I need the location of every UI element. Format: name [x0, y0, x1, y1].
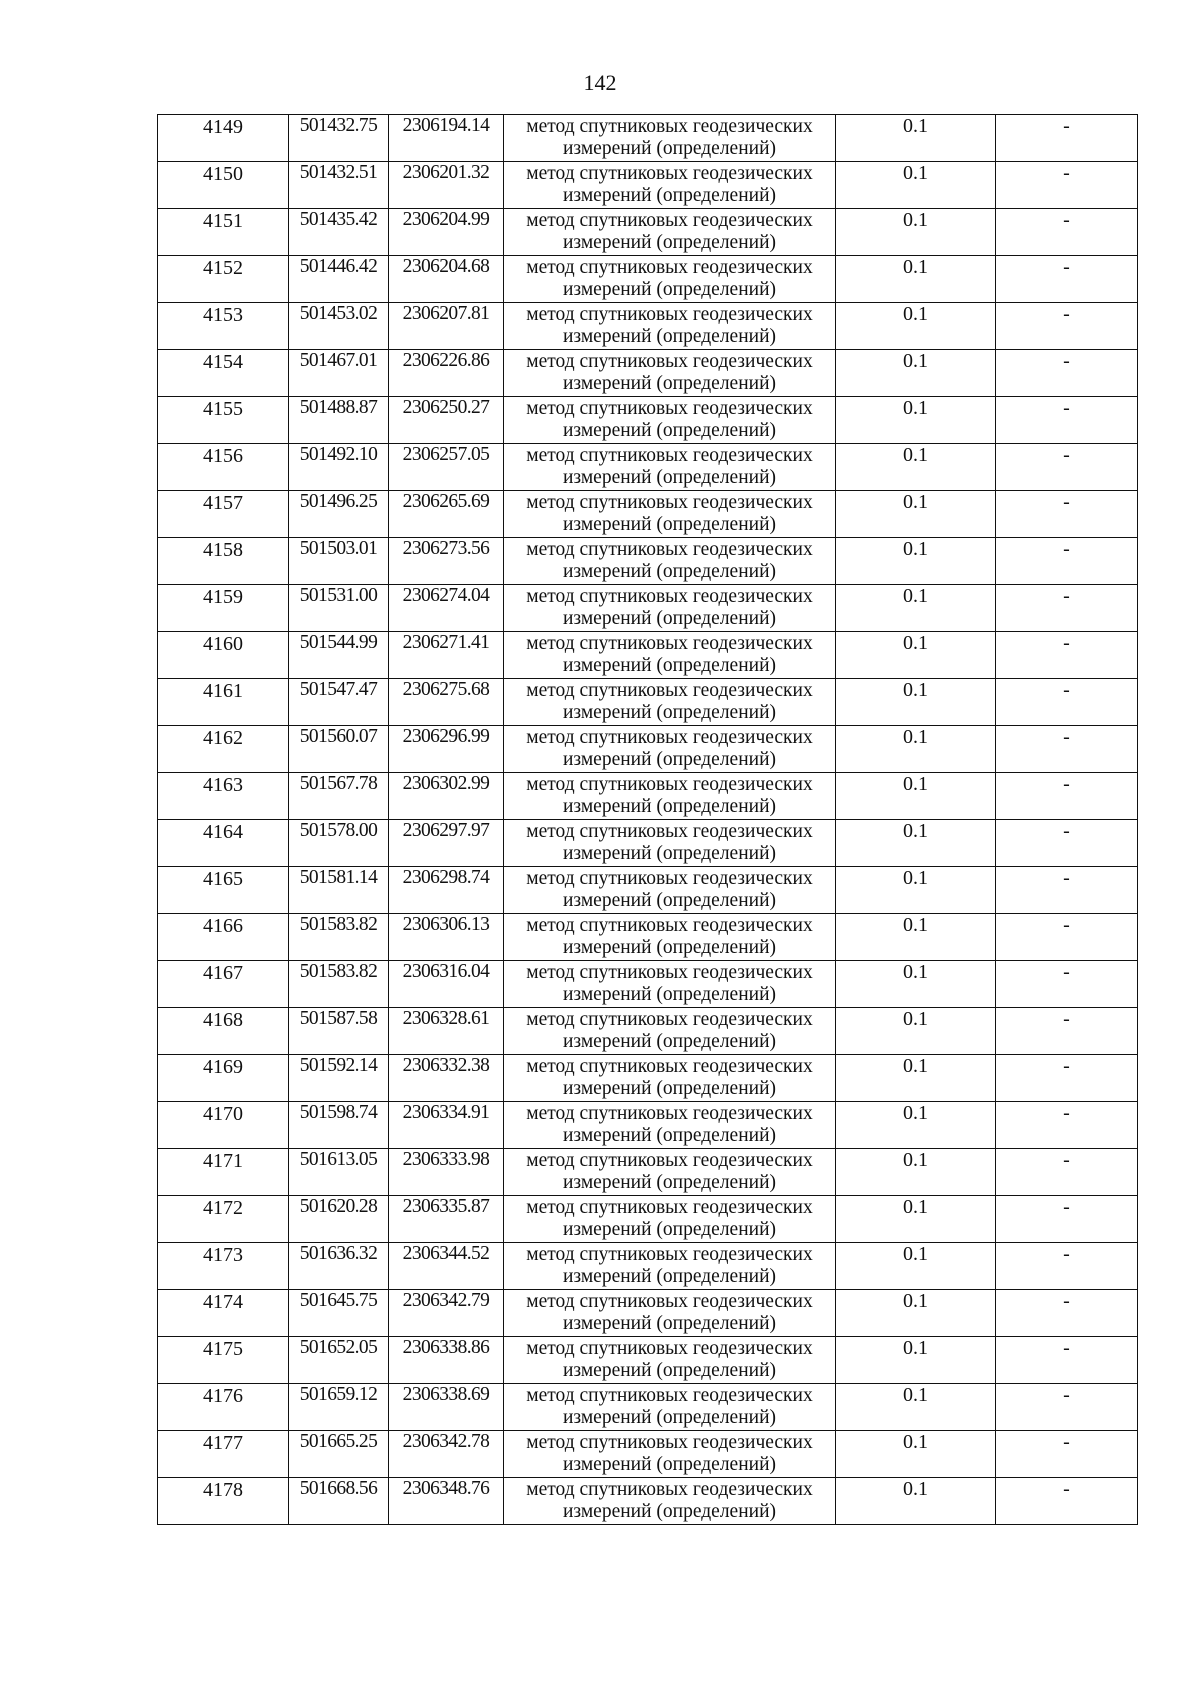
cell-point-number: 4169	[158, 1055, 289, 1102]
cell-note: -	[996, 350, 1138, 397]
cell-note: -	[996, 726, 1138, 773]
cell-method: метод спутниковых геодезических измерений (определений)	[504, 1478, 836, 1525]
table-row	[158, 209, 1138, 256]
cell-accuracy: 0.1	[836, 1384, 996, 1431]
cell-x-coordinate: 501496.25	[289, 491, 389, 538]
table-row	[158, 397, 1138, 444]
cell-method: метод спутниковых геодезических измерений (определений)	[504, 350, 836, 397]
cell-accuracy: 0.1	[836, 350, 996, 397]
cell-x-coordinate: 501587.58	[289, 1008, 389, 1055]
cell-accuracy: 0.1	[836, 961, 996, 1008]
cell-note: -	[996, 1290, 1138, 1337]
coordinates-table-body	[158, 115, 1138, 1525]
cell-x-coordinate: 501432.51	[289, 162, 389, 209]
cell-method: метод спутниковых геодезических измерений (определений)	[504, 679, 836, 726]
table-row	[158, 914, 1138, 961]
cell-y-coordinate: 2306328.61	[389, 1008, 504, 1055]
cell-x-coordinate: 501531.00	[289, 585, 389, 632]
cell-y-coordinate: 2306348.76	[389, 1478, 504, 1525]
cell-y-coordinate: 2306226.86	[389, 350, 504, 397]
cell-y-coordinate: 2306332.38	[389, 1055, 504, 1102]
cell-point-number: 4172	[158, 1196, 289, 1243]
cell-x-coordinate: 501665.25	[289, 1431, 389, 1478]
cell-accuracy: 0.1	[836, 820, 996, 867]
table-row	[158, 1431, 1138, 1478]
cell-x-coordinate: 501547.47	[289, 679, 389, 726]
cell-accuracy: 0.1	[836, 726, 996, 773]
cell-point-number: 4176	[158, 1384, 289, 1431]
cell-point-number: 4162	[158, 726, 289, 773]
cell-point-number: 4152	[158, 256, 289, 303]
cell-accuracy: 0.1	[836, 1196, 996, 1243]
cell-point-number: 4161	[158, 679, 289, 726]
cell-x-coordinate: 501488.87	[289, 397, 389, 444]
cell-point-number: 4165	[158, 867, 289, 914]
cell-x-coordinate: 501578.00	[289, 820, 389, 867]
cell-x-coordinate: 501453.02	[289, 303, 389, 350]
table-row	[158, 1243, 1138, 1290]
cell-y-coordinate: 2306298.74	[389, 867, 504, 914]
cell-accuracy: 0.1	[836, 1149, 996, 1196]
cell-method: метод спутниковых геодезических измерений (определений)	[504, 585, 836, 632]
cell-x-coordinate: 501636.32	[289, 1243, 389, 1290]
cell-method: метод спутниковых геодезических измерений (определений)	[504, 632, 836, 679]
cell-note: -	[996, 679, 1138, 726]
cell-x-coordinate: 501446.42	[289, 256, 389, 303]
cell-note: -	[996, 1243, 1138, 1290]
cell-method: метод спутниковых геодезических измерений (определений)	[504, 1008, 836, 1055]
cell-method: метод спутниковых геодезических измерений (определений)	[504, 444, 836, 491]
cell-point-number: 4178	[158, 1478, 289, 1525]
cell-accuracy: 0.1	[836, 1478, 996, 1525]
cell-point-number: 4151	[158, 209, 289, 256]
cell-method: метод спутниковых геодезических измерений (определений)	[504, 914, 836, 961]
cell-accuracy: 0.1	[836, 1431, 996, 1478]
cell-x-coordinate: 501620.28	[289, 1196, 389, 1243]
cell-accuracy: 0.1	[836, 1055, 996, 1102]
cell-note: -	[996, 773, 1138, 820]
cell-accuracy: 0.1	[836, 444, 996, 491]
cell-method: метод спутниковых геодезических измерений (определений)	[504, 1384, 836, 1431]
cell-accuracy: 0.1	[836, 1290, 996, 1337]
table-row	[158, 773, 1138, 820]
cell-point-number: 4174	[158, 1290, 289, 1337]
cell-point-number: 4160	[158, 632, 289, 679]
cell-y-coordinate: 2306302.99	[389, 773, 504, 820]
cell-point-number: 4173	[158, 1243, 289, 1290]
cell-note: -	[996, 1102, 1138, 1149]
cell-point-number: 4171	[158, 1149, 289, 1196]
cell-x-coordinate: 501592.14	[289, 1055, 389, 1102]
cell-method: метод спутниковых геодезических измерений (определений)	[504, 1149, 836, 1196]
cell-note: -	[996, 209, 1138, 256]
cell-y-coordinate: 2306194.14	[389, 115, 504, 162]
table-row	[158, 256, 1138, 303]
cell-accuracy: 0.1	[836, 303, 996, 350]
table-row	[158, 1055, 1138, 1102]
cell-accuracy: 0.1	[836, 162, 996, 209]
table-row	[158, 632, 1138, 679]
cell-method: метод спутниковых геодезических измерений (определений)	[504, 773, 836, 820]
cell-note: -	[996, 1055, 1138, 1102]
cell-x-coordinate: 501645.75	[289, 1290, 389, 1337]
cell-x-coordinate: 501668.56	[289, 1478, 389, 1525]
cell-accuracy: 0.1	[836, 1102, 996, 1149]
cell-y-coordinate: 2306338.69	[389, 1384, 504, 1431]
cell-point-number: 4164	[158, 820, 289, 867]
cell-point-number: 4149	[158, 115, 289, 162]
cell-point-number: 4175	[158, 1337, 289, 1384]
cell-x-coordinate: 501432.75	[289, 115, 389, 162]
cell-y-coordinate: 2306316.04	[389, 961, 504, 1008]
cell-accuracy: 0.1	[836, 632, 996, 679]
cell-y-coordinate: 2306334.91	[389, 1102, 504, 1149]
cell-accuracy: 0.1	[836, 867, 996, 914]
table-row	[158, 1008, 1138, 1055]
cell-method: метод спутниковых геодезических измерений (определений)	[504, 397, 836, 444]
cell-accuracy: 0.1	[836, 397, 996, 444]
cell-point-number: 4166	[158, 914, 289, 961]
table-row	[158, 303, 1138, 350]
cell-y-coordinate: 2306273.56	[389, 538, 504, 585]
cell-note: -	[996, 1384, 1138, 1431]
cell-x-coordinate: 501544.99	[289, 632, 389, 679]
cell-note: -	[996, 1196, 1138, 1243]
table-row	[158, 538, 1138, 585]
cell-point-number: 4156	[158, 444, 289, 491]
cell-point-number: 4154	[158, 350, 289, 397]
cell-x-coordinate: 501598.74	[289, 1102, 389, 1149]
cell-x-coordinate: 501581.14	[289, 867, 389, 914]
table-row	[158, 115, 1138, 162]
cell-y-coordinate: 2306271.41	[389, 632, 504, 679]
cell-point-number: 4153	[158, 303, 289, 350]
cell-accuracy: 0.1	[836, 1243, 996, 1290]
table-row	[158, 1290, 1138, 1337]
table-row	[158, 444, 1138, 491]
cell-method: метод спутниковых геодезических измерений (определений)	[504, 1055, 836, 1102]
cell-x-coordinate: 501659.12	[289, 1384, 389, 1431]
cell-point-number: 4163	[158, 773, 289, 820]
cell-y-coordinate: 2306201.32	[389, 162, 504, 209]
cell-x-coordinate: 501567.78	[289, 773, 389, 820]
cell-note: -	[996, 961, 1138, 1008]
cell-note: -	[996, 162, 1138, 209]
cell-x-coordinate: 501503.01	[289, 538, 389, 585]
cell-accuracy: 0.1	[836, 256, 996, 303]
cell-y-coordinate: 2306335.87	[389, 1196, 504, 1243]
cell-point-number: 4170	[158, 1102, 289, 1149]
cell-point-number: 4158	[158, 538, 289, 585]
cell-accuracy: 0.1	[836, 538, 996, 585]
cell-note: -	[996, 867, 1138, 914]
cell-note: -	[996, 1008, 1138, 1055]
cell-method: метод спутниковых геодезических измерений (определений)	[504, 961, 836, 1008]
cell-note: -	[996, 585, 1138, 632]
cell-accuracy: 0.1	[836, 914, 996, 961]
cell-y-coordinate: 2306338.86	[389, 1337, 504, 1384]
table-row	[158, 820, 1138, 867]
cell-point-number: 4159	[158, 585, 289, 632]
cell-accuracy: 0.1	[836, 679, 996, 726]
cell-y-coordinate: 2306204.68	[389, 256, 504, 303]
cell-accuracy: 0.1	[836, 209, 996, 256]
cell-method: метод спутниковых геодезических измерений (определений)	[504, 1102, 836, 1149]
cell-y-coordinate: 2306257.05	[389, 444, 504, 491]
cell-method: метод спутниковых геодезических измерений (определений)	[504, 303, 836, 350]
cell-y-coordinate: 2306306.13	[389, 914, 504, 961]
table-row	[158, 679, 1138, 726]
cell-note: -	[996, 914, 1138, 961]
cell-note: -	[996, 256, 1138, 303]
cell-note: -	[996, 491, 1138, 538]
cell-y-coordinate: 2306275.68	[389, 679, 504, 726]
cell-y-coordinate: 2306204.99	[389, 209, 504, 256]
table-row	[158, 1149, 1138, 1196]
cell-y-coordinate: 2306265.69	[389, 491, 504, 538]
cell-note: -	[996, 397, 1138, 444]
cell-y-coordinate: 2306250.27	[389, 397, 504, 444]
cell-method: метод спутниковых геодезических измерений (определений)	[504, 1290, 836, 1337]
cell-note: -	[996, 632, 1138, 679]
cell-method: метод спутниковых геодезических измерений (определений)	[504, 162, 836, 209]
table-row	[158, 162, 1138, 209]
table-row	[158, 350, 1138, 397]
cell-method: метод спутниковых геодезических измерений (определений)	[504, 256, 836, 303]
coordinates-table	[157, 114, 1138, 1525]
cell-point-number: 4167	[158, 961, 289, 1008]
cell-accuracy: 0.1	[836, 585, 996, 632]
table-row	[158, 1384, 1138, 1431]
cell-method: метод спутниковых геодезических измерений (определений)	[504, 1337, 836, 1384]
cell-method: метод спутниковых геодезических измерений (определений)	[504, 209, 836, 256]
cell-x-coordinate: 501583.82	[289, 914, 389, 961]
cell-x-coordinate: 501652.05	[289, 1337, 389, 1384]
cell-point-number: 4150	[158, 162, 289, 209]
cell-method: метод спутниковых геодезических измерений (определений)	[504, 491, 836, 538]
table-row	[158, 1102, 1138, 1149]
cell-y-coordinate: 2306333.98	[389, 1149, 504, 1196]
cell-note: -	[996, 538, 1138, 585]
cell-method: метод спутниковых геодезических измерений (определений)	[504, 867, 836, 914]
cell-note: -	[996, 115, 1138, 162]
cell-x-coordinate: 501467.01	[289, 350, 389, 397]
cell-note: -	[996, 1149, 1138, 1196]
cell-note: -	[996, 1478, 1138, 1525]
cell-method: метод спутниковых геодезических измерений (определений)	[504, 820, 836, 867]
cell-note: -	[996, 1431, 1138, 1478]
cell-accuracy: 0.1	[836, 1337, 996, 1384]
cell-y-coordinate: 2306207.81	[389, 303, 504, 350]
table-row	[158, 726, 1138, 773]
table-row	[158, 1337, 1138, 1384]
cell-x-coordinate: 501492.10	[289, 444, 389, 491]
cell-method: метод спутниковых геодезических измерений (определений)	[504, 115, 836, 162]
cell-accuracy: 0.1	[836, 115, 996, 162]
cell-y-coordinate: 2306296.99	[389, 726, 504, 773]
cell-y-coordinate: 2306297.97	[389, 820, 504, 867]
cell-point-number: 4177	[158, 1431, 289, 1478]
cell-y-coordinate: 2306344.52	[389, 1243, 504, 1290]
cell-x-coordinate: 501435.42	[289, 209, 389, 256]
cell-y-coordinate: 2306342.79	[389, 1290, 504, 1337]
page-number: 142	[583, 70, 617, 95]
cell-note: -	[996, 303, 1138, 350]
cell-method: метод спутниковых геодезических измерений (определений)	[504, 726, 836, 773]
table-row	[158, 961, 1138, 1008]
cell-method: метод спутниковых геодезических измерений (определений)	[504, 1431, 836, 1478]
cell-accuracy: 0.1	[836, 1008, 996, 1055]
cell-y-coordinate: 2306342.78	[389, 1431, 504, 1478]
table-row	[158, 585, 1138, 632]
cell-x-coordinate: 501613.05	[289, 1149, 389, 1196]
cell-x-coordinate: 501560.07	[289, 726, 389, 773]
table-row	[158, 867, 1138, 914]
table-row	[158, 1478, 1138, 1525]
cell-point-number: 4157	[158, 491, 289, 538]
cell-accuracy: 0.1	[836, 773, 996, 820]
cell-point-number: 4155	[158, 397, 289, 444]
cell-method: метод спутниковых геодезических измерений (определений)	[504, 1196, 836, 1243]
table-row	[158, 1196, 1138, 1243]
cell-note: -	[996, 1337, 1138, 1384]
cell-point-number: 4168	[158, 1008, 289, 1055]
cell-accuracy: 0.1	[836, 491, 996, 538]
cell-note: -	[996, 444, 1138, 491]
table-row	[158, 491, 1138, 538]
cell-x-coordinate: 501583.82	[289, 961, 389, 1008]
cell-method: метод спутниковых геодезических измерений (определений)	[504, 538, 836, 585]
cell-note: -	[996, 820, 1138, 867]
cell-y-coordinate: 2306274.04	[389, 585, 504, 632]
cell-method: метод спутниковых геодезических измерений (определений)	[504, 1243, 836, 1290]
